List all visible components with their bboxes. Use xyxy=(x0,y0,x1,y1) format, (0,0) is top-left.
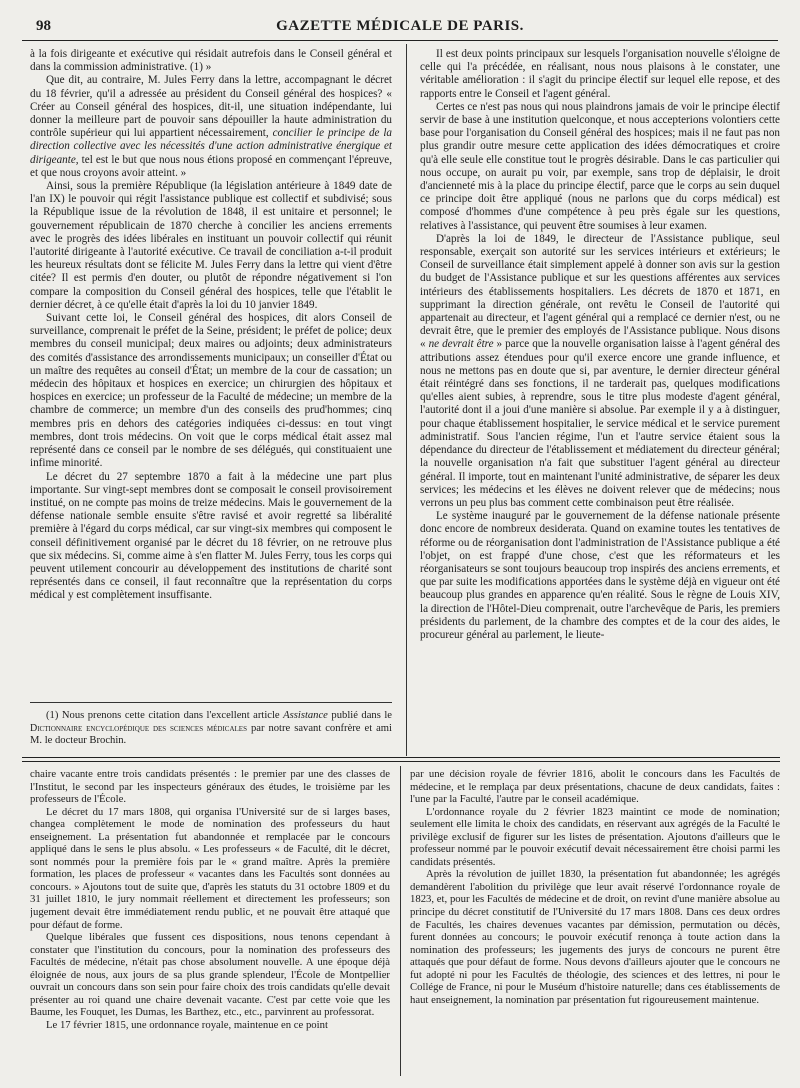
paragraph: à la fois dirigeante et exécutive qui résidait autrefois dans le Conseil général et dans la commission administrative. (1) » xyxy=(30,48,392,74)
column-divider-top xyxy=(406,44,407,756)
paragraph: Le système inauguré par le gouvernement de la défense nationale présente donc encore de nombreux desiderata. Quand on examine toutes les tentatives de réforme ou de réorganisation dont l'administration de l'Assistance publique a été l'objet, on est frappé d'une chose, c'est que les réformateurs et les réorganisateurs se sont toujours beaucoup trop inspirés des anciens errements, et que par suite les modifications apportées dans le système déjà en vigueur ont été beaucoup plus grandes en apparence qu'en réalité. Sous le règne de Louis XIV, la direction de l'Hôtel-Dieu comprenait, outre l'archevêque de Paris, les premiers présidents du parlement, de la chambre des comptes et de la cour des aides, le procureur général au parlement, le lieute- xyxy=(420,510,780,641)
paragraph: Le 17 février 1815, une ordonnance royale, maintenue en ce point xyxy=(46,1018,328,1031)
section-rule xyxy=(22,761,780,762)
paragraph: Ainsi, sous la première République (la législation antérieure à 1849 date de l'an IX) le pouvoir qui régit l'assistance publique est collectif et subdivisé; sous la République issue de la révolution de 1848, il est unitaire et personnel; le gouvernement républicain de 1870 cherche à concilier les anciens errements avec le progrès des idées libérales en instituant un pouvoir collectif qui réunit l'autorité dirigeante à l'autorité exécutive. Ce travail de conciliation a-t-il produit les heureux résultats dont se félicite M. Jules Ferry dans la lettre qui vient d'être citée? Il est permis d'en douter, ou plutôt de répondre négativement si l'on compare la composition du Conseil général des hospices, telle que l'établit le dernier décret, à ce qu'elle était d'après la loi du 10 janvier 1849. xyxy=(30,180,392,311)
footnote-text: (1) Nous prenons cette citation dans l'excellent article Assistance publié dans le Dictionnaire encyclopédique des sciences médicales par notre savant confrère et ami M. le docteur Brochin. xyxy=(30,710,392,747)
italic-quote: concilier le principe de la direction collective avec les nécessités d'une action administrative énergique et dirigeante, xyxy=(30,127,392,166)
page-header xyxy=(22,18,778,41)
paragraph: L'ordonnance royale du 2 février 1823 maintint ce mode de nomination; seulement elle limita le choix des candidats, en réservant aux agrégés de la Faculté le privilège exclusif de figurer sur les listes de présentation. Ajoutons d'ailleurs que le professeur nommé par le pouvoir exécutif devait nécessairement être choisi parmi les candidats présentés. xyxy=(410,805,780,868)
paragraph: Quelque libérales que fussent ces dispositions, nous tenons cependant à constater que l'institution du concours, pour la nomination des professeurs des Facultés de médecine, n'était pas chose absolument nouvelle. A une époque déjà éloignée de nous, aux jours de sa plus grande splendeur, l'École de Montpellier ouvrait un concours dans son sein pour faire choix des trois candidats qu'elle devait présenter au roi quand une chaire devenait vacante. C'est par cette voie que les Baume, les Fouquet, les Dumas, les Barthez, etc., etc., parvinrent au professorat. xyxy=(30,931,390,1019)
paragraph: D'après la loi de 1849, le directeur de l'Assistance publique, seul responsable, exerçait son autorité sur les services intérieurs et extérieurs; le Conseil de surveillance était simplement appelé à donner son avis sur la gestion du budget de l'Assistance publique et sur les questions afférentes aux services intérieurs des établissements hospitaliers. Les décrets de 1870 et 1871, en supprimant la direction générale, ont revêtu le Conseil de l'autorité qui appartenait au directeur, et l'agent général qui a remplacé ce dernier n'est, ou ne devrait être, que le premier des employés de l'Assistance publique. Nous disons « ne devrait être » parce que la nouvelle organisation laisse à l'agent général des attributions assez étendues pour qu'il exerce encore une grande influence, et nous ne mettons pas en doute que si, par aventure, le dernier directeur général était réintégré dans ses fonctions, il ne tarderait pas, quelques modifications qu'elles aient subies, à reprendre, sous le titre plus modeste d'agent général, l'autorité dont il a joui d'une manière si absolue. Par exemple il y a à distinguer, pour chaque établissement hospitalier, le service médical et le service purement administratif. Sous l'ancien régime, l'un et l'autre service étaient sous la dépendance du directeur de l'établissement et médiatement du directeur général; la nouvelle organisation n'a fait que substituer l'agent général au directeur général. Il importe, tout en maintenant l'unité administrative, de séparer les deux services; les médecins et les élèves ne doivent relever que de médecins; nous verrons un peu plus bas comment cette combinaison peut être réalisée. xyxy=(420,232,780,509)
paragraph: par une décision royale de février 1816, abolit le concours dans les Facultés de médecine, et le remplaça par deux présentations, chacune de deux candidats, faites : l'une par la Faculté, l'autre par le conseil académique. xyxy=(410,768,780,806)
paragraph: Le décret du 17 mars 1808, qui organisa l'Université sur de si larges bases, changea complètement le mode de nomination des professeurs du haut enseignement. La présentation fut abandonnée et remplacée par le concours appliqué dans le sens le plus absolu. « Les professeurs « de Faculté, dit le décret, sont nommés pour la première fois par le « grand maître. Après la première formation, les places de professeur « vacantes dans les Facultés sont données au concours. » Ajoutons tout de suite que, d'après les statuts du 31 octobre 1809 et du 31 juillet 1810, le jury nommait réellement et directement les professeurs; son jugement devait être immédiatement rendu public, et ne pouvait être attaqué que pour défaut de forme. xyxy=(30,805,390,931)
column-top-left xyxy=(30,48,392,698)
paragraph: Après la révolution de juillet 1830, la présentation fut abandonnée; les agrégés demandèrent l'abolition du privilège que leur avait réservé l'ordonnance royale de 1823, et, pour les Facultés de médecine et de droit, on revint d'une manière absolue au principe du décret constitutif de l'Université du 17 mars 1808. Dans ces deux ordres de Facultés, les chaires devenues vacantes par démission, permutation ou décès, furent données au concours; le pouvoir exécutif renonça à toute action dans la nomination des professeurs; les jugements des jurys de concours ne purent être attaqués que pour défaut de forme. Nous devons d'ailleurs ajouter que le concours ne fut adopté ni pour les Facultés de théologie, des sciences et des lettres, ni pour le Collége de France, ni pour le Muséum d'histoire naturelle; dans ces établissements de haut enseignement, la nomination par présentation fut rigoureusement maintenue. xyxy=(410,868,780,1006)
column-divider-bottom xyxy=(400,766,401,1076)
column-bottom-right xyxy=(410,768,780,1080)
footnote xyxy=(30,710,392,754)
paragraph: Que dit, au contraire, M. Jules Ferry dans la lettre, accompagnant le décret du 18 février, qu'il a adressée au président du Conseil général des hospices? « Créer au Conseil général des hospices, dit-il, une situation indépendante, lui donner la meilleure part de pouvoir sans dépouiller la haute administration du contrôle supérieur qui lui appartient nécessairement, concilier le principe de la direction collective avec les nécessités d'une action administrative énergique et dirigeante, tel est le but que nous nous étions proposé en commençant l'épreuve, et que nous croyons avoir atteint. » xyxy=(30,74,392,179)
running-title: GAZETTE MÉDICALE DE PARIS. xyxy=(276,18,524,34)
paragraph: Certes ce n'est pas nous qui nous plaindrons jamais de voir le principe électif servir de base à une institution quelconque, et nous accepterions volontiers cette base pour l'organisation du Conseil général des hospices; mais il ne faut pas non plus grandir outre mesure cette application des idées démocratiques et croire qu'à elle seule elle constitue tout le progrès désirable. Dans le cas particulier qui nous occupe, on aurait pu voir, par exemple, sans trop de déplaisir, le droit d'ancienneté mis à la place du principe électif, parce que le corps au sein duquel ce principe doit être appliqué (nous ne parlons que du corps médical) est composé d'hommes d'une compétence à peu près égale sur les questions, relatives à l'assistance, qui peuvent être soumises à leur examen. xyxy=(420,100,780,232)
paragraph: Il est deux points principaux sur lesquels l'organisation nouvelle s'éloigne de celle qui l'a précédée, en réalisant, nous nous plaisons à le constater, une véritable amélioration : il s'agit du principe électif sur lequel elle repose, et des rapports entre le Conseil et l'agent général. xyxy=(420,48,780,100)
column-top-right xyxy=(420,48,780,753)
paragraph: Le décret du 27 septembre 1870 a fait à la médecine une part plus importante. Sur vingt-sept membres dont se composait le conseil provisoirement institué, on ne compte pas moins de treize médecins. Mais le gouvernement de la défense nationale semble ensuite s'être ravisé et avoir regretté sa libéralité première à l'égard du corps médical, car sur vingt-six membres qui composent le conseil définitivement organisé par le décret du 18 février, on ne retrouve plus que six médecins. Si, comme aime à s'en flatter M. Jules Ferry, tous les corps qui peuvent utilement concourir au développement des institutions de charité sont représentés dans ce conseil, il faut reconnaître que la représentation du corps médical y est complètement insuffisante. xyxy=(30,470,392,602)
paragraph: Suivant cette loi, le Conseil général des hospices, dit alors Conseil de surveillance, comprenait le préfet de la Seine, président; le préfet de police; deux membres du conseil municipal; deux maires ou adjoints; deux administrateurs des comités d'assistance des arrondissements municipaux; un conseiller d'État ou un maître des requêtes au conseil d'État; un membre de la cour de cassation; un médecin des hôpitaux et hospices en exercice; un chirurgien des hôpitaux et hospices en exercice; un professeur de la Faculté de médecine; un membre de la chambre de commerce; un membre d'un des conseils des prud'hommes; cinq membres pris en dehors des catégories indiquées ci-dessus: en tout vingt membres, dont trois médecins. On voit que le corps médical était assez mal représenté dans ce conseil par le nombre de ses délégués, qui constituaient une infime minorité. xyxy=(30,312,392,470)
column-bottom-left xyxy=(30,768,390,1080)
italic-phrase: ne devrait être xyxy=(428,338,494,351)
footnote-rule xyxy=(30,702,392,703)
section-rule xyxy=(22,757,780,758)
paragraph: chaire vacante entre trois candidats présentés : le premier par une des classes de l'Institut, le second par les inspecteurs généraux des études, le troisième par les professeurs de l'École. xyxy=(30,768,390,806)
page-number: 98 xyxy=(36,18,51,34)
